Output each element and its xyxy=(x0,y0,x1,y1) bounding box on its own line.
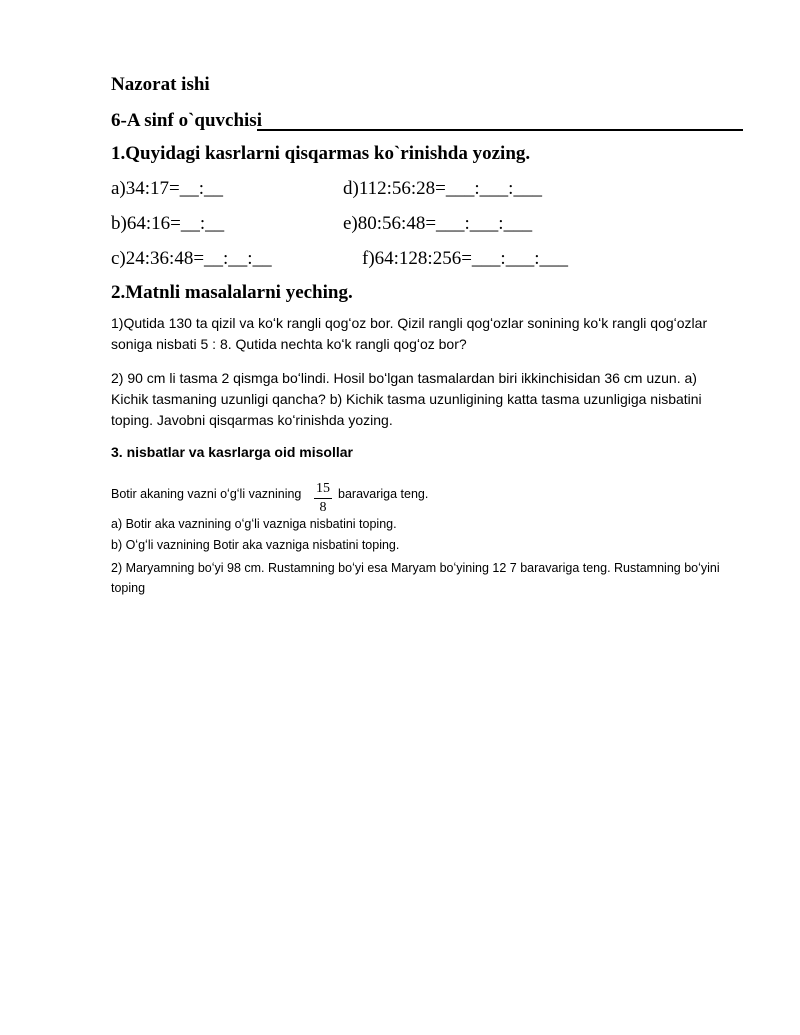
section-1-heading: 1.Quyidagi kasrlarni qisqarmas ko`rinishda yozing. xyxy=(111,143,531,164)
word-problem-2: 2) 90 cm li tasma 2 qismga boʻlindi. Hosil boʻlgan tasmalardan biri ikkinchisidan 36 cm uzun. a) Kichik tasmaning uzunligi qancha? b) Kichik tasma uzunligining katta tasma uzunligiga nisbatini toping. Javobni qisqarmas koʻrinishda yozing. xyxy=(111,370,702,428)
exercise-f: f)64:128:256=___:___:___ xyxy=(362,248,568,269)
name-blank-line xyxy=(257,129,743,131)
exercise-e: e)80:56:48=___:___:___ xyxy=(343,213,533,234)
section-3-heading: 3. nisbatlar va kasrlarga oid misollar xyxy=(111,444,353,460)
document-title: Nazorat ishi xyxy=(111,74,210,95)
question-2: 2) Maryamning boʻyi 98 cm. Rustamning boʻyi esa Maryam boʻyining 12 7 baravariga teng. Rustamning boʻyini toping xyxy=(111,561,720,595)
exercise-d: d)112:56:28=___:___:___ xyxy=(343,178,542,199)
exercise-a: a)34:17=__:__ xyxy=(111,178,224,199)
exercise-c: c)24:36:48=__:__:__ xyxy=(111,248,272,269)
question-b: b) Oʻgʻli vaznining Botir aka vazniga nisbatini toping. xyxy=(111,538,400,552)
student-class-line: 6-A sinf o`quvchisi xyxy=(111,110,262,131)
fraction-denominator: 8 xyxy=(319,500,327,515)
section-2-heading: 2.Matnli masalalarni yeching. xyxy=(111,282,353,303)
section-3-intro-suffix: baravariga teng. xyxy=(338,487,429,501)
exercise-b: b)64:16=__:__ xyxy=(111,213,225,234)
fraction-15-8 xyxy=(313,480,333,517)
word-problem-1: 1)Qutida 130 ta qizil va koʻk rangli qogʻoz bor. Qizil rangli qogʻozlar sonining koʻk rangli qogʻozlar soniga nisbati 5 : 8. Qutida nechta koʻk rangli qogʻoz bor? xyxy=(111,315,708,352)
section-3-intro-text: Botir akaning vazni oʻgʻli vaznining xyxy=(111,487,302,501)
fraction-numerator: 15 xyxy=(316,481,330,496)
question-a: a) Botir aka vaznining oʻgʻli vazniga nisbatini toping. xyxy=(111,517,397,531)
